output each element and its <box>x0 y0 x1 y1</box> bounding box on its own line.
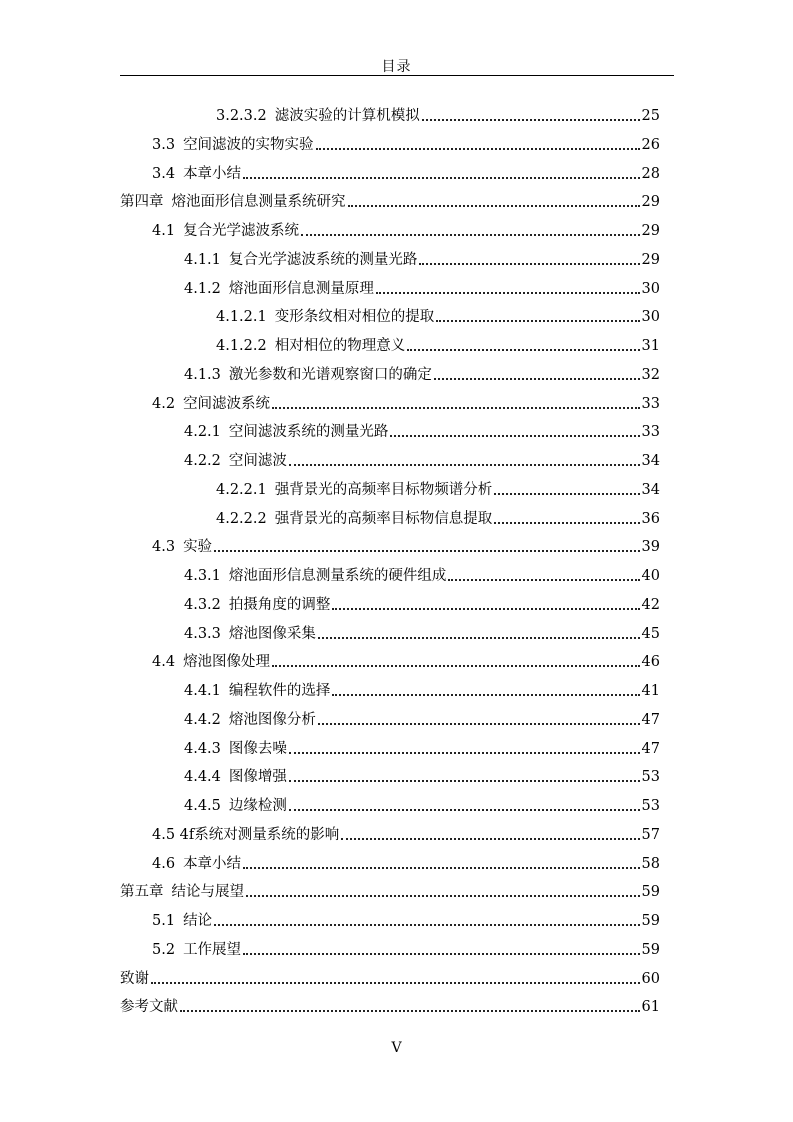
toc-entry-page: 47 <box>641 711 660 728</box>
toc-entry-number: 4.3.3 <box>184 625 221 642</box>
toc-entry-page: 28 <box>641 165 660 182</box>
toc-entry-title: 强背景光的高频率目标物频谱分析 <box>274 481 493 498</box>
toc-entry-number: 5.1 <box>152 913 176 929</box>
toc-entry[interactable] <box>152 218 660 240</box>
toc-entry-number: 3.4 <box>152 165 176 182</box>
toc-dot-leader <box>436 319 639 322</box>
toc-entry[interactable] <box>184 678 660 700</box>
toc-entry-page: 57 <box>641 826 660 843</box>
toc-dot-leader <box>301 233 639 236</box>
toc-entry[interactable] <box>216 477 660 499</box>
toc-entry[interactable] <box>152 851 660 873</box>
toc-entry-page: 33 <box>641 395 660 412</box>
toc-entry-number: 4.3.1 <box>184 568 221 584</box>
toc-entry-page: 45 <box>641 625 660 642</box>
toc-entry-page: 26 <box>641 136 660 153</box>
toc-entry-page: 42 <box>641 596 660 613</box>
toc-entry-page: 31 <box>641 338 660 354</box>
toc-entry-title: 本章小结 <box>183 165 242 182</box>
toc-entry-page: 41 <box>641 683 660 699</box>
toc-entry-number: 5.2 <box>152 941 176 958</box>
toc-dot-leader <box>390 434 639 437</box>
toc-entry-title: 空间滤波系统的测量光路 <box>228 424 389 441</box>
toc-dot-leader <box>332 607 639 610</box>
toc-entry-title: 本章小结 <box>183 855 242 872</box>
toc-dot-leader <box>494 492 639 495</box>
toc-entry-title: 结论与展望 <box>171 884 244 901</box>
toc-entry[interactable] <box>184 362 660 384</box>
toc-entry-title: 边缘检测 <box>228 798 287 814</box>
toc-entry-page: 46 <box>641 654 660 671</box>
toc-entry[interactable] <box>184 764 660 786</box>
toc-entry[interactable] <box>152 161 660 183</box>
toc-entry-title: 熔池面形信息测量系统的硬件组成 <box>228 568 447 584</box>
toc-entry-title: 参考文献 <box>120 999 178 1016</box>
toc-dot-leader <box>289 463 640 466</box>
toc-entry-number: 4.2.2.2 <box>216 510 267 527</box>
toc-entry-title: 致谢 <box>120 970 149 987</box>
toc-entry[interactable] <box>120 966 660 988</box>
toc-entry[interactable] <box>152 649 660 671</box>
toc-entry-page: 34 <box>641 481 660 498</box>
toc-entry-page: 29 <box>641 251 660 268</box>
toc-dot-leader <box>180 1009 640 1012</box>
toc-dot-leader <box>419 262 639 265</box>
toc-entry-number: 4.1.1 <box>184 251 221 268</box>
toc-dot-leader <box>243 176 639 179</box>
toc-entry-number: 4.4.3 <box>184 740 221 757</box>
toc-entry-title: 编程软件的选择 <box>228 683 331 699</box>
toc-entry-number: 第五章 <box>120 884 164 901</box>
toc-dot-leader <box>246 894 640 897</box>
toc-entry[interactable] <box>184 247 660 269</box>
toc-entry-title: 滤波实验的计算机模拟 <box>274 108 420 124</box>
toc-dot-leader <box>214 923 639 926</box>
toc-entry[interactable] <box>216 304 660 326</box>
toc-entry-number: 4.6 <box>152 855 176 872</box>
toc-dot-leader <box>243 952 639 955</box>
toc-dot-leader <box>289 779 640 782</box>
toc-entry-page: 53 <box>641 769 660 786</box>
toc-entry[interactable] <box>152 908 660 930</box>
toc-entry-title: 激光参数和光谱观察窗口的确定 <box>228 366 432 383</box>
toc-entry[interactable] <box>184 621 660 643</box>
toc-entry-number: 4.4.5 <box>184 798 221 814</box>
toc-entry-title: 相对相位的物理意义 <box>274 338 406 354</box>
toc-entry[interactable] <box>216 103 660 125</box>
toc-entry-page: 59 <box>641 913 660 929</box>
toc-dot-leader <box>243 866 639 869</box>
toc-entry-title: 复合光学滤波系统 <box>183 223 300 239</box>
toc-dot-leader <box>151 981 640 984</box>
toc-dot-leader <box>272 664 639 667</box>
toc-dot-leader <box>318 722 640 725</box>
toc-entry-number: 4.3 <box>152 539 176 556</box>
toc-entry-number: 4.2.2.1 <box>216 481 267 498</box>
toc-entry-title: 空间滤波系统 <box>183 395 271 412</box>
toc-entry-title: 熔池图像采集 <box>228 625 316 642</box>
toc-entry-number: 4.5 4f <box>152 826 195 843</box>
toc-entry-page: 29 <box>641 194 660 211</box>
toc-entry-title: 工作展望 <box>183 941 242 958</box>
toc-entry-number: 第四章 <box>120 194 164 211</box>
toc-entry-number: 4.4.2 <box>184 711 221 728</box>
toc-entry-title: 拍摄角度的调整 <box>228 596 331 613</box>
toc-entry-title: 熔池面形信息测量原理 <box>228 280 374 297</box>
toc-entry-number: 4.4.1 <box>184 683 221 699</box>
toc-entry-page: 40 <box>641 568 660 584</box>
toc-dot-leader <box>407 348 639 351</box>
toc-entry-page: 30 <box>641 280 660 297</box>
toc-entry-title: 熔池图像分析 <box>228 711 316 728</box>
toc-entry-title: 空间滤波 <box>228 453 287 469</box>
toc-entry[interactable] <box>152 822 660 844</box>
toc-entry-title: 强背景光的高频率目标物信息提取 <box>274 510 493 527</box>
toc-entry-title: 系统对测量系统的影响 <box>194 826 340 843</box>
toc-entry-page: 58 <box>641 855 660 872</box>
toc-dot-leader <box>318 636 640 639</box>
toc-entry-page: 30 <box>641 309 660 326</box>
toc-entry-number: 4.4.4 <box>184 769 221 786</box>
toc-entry[interactable] <box>184 419 660 441</box>
toc-entry-number: 4.1.2 <box>184 280 221 297</box>
toc-dot-leader <box>316 147 640 150</box>
toc-entry[interactable] <box>216 333 660 355</box>
toc-entry[interactable] <box>152 391 660 413</box>
toc-entry-page: 34 <box>641 453 660 469</box>
toc-entry-title: 实验 <box>183 539 213 556</box>
toc-entry-page: 47 <box>641 740 660 757</box>
toc-dot-leader <box>341 837 639 840</box>
toc-entry[interactable] <box>120 994 660 1016</box>
toc-dot-leader <box>422 118 640 121</box>
toc-entry-title: 复合光学滤波系统的测量光路 <box>228 251 418 268</box>
toc-entry[interactable] <box>184 736 660 758</box>
toc-dot-leader <box>214 549 639 552</box>
toc-entry[interactable] <box>184 448 660 470</box>
toc-entry-number: 4.3.2 <box>184 596 221 613</box>
toc-entry-page: 39 <box>641 539 660 556</box>
toc-entry-number: 4.2 <box>152 395 176 412</box>
toc-entry-title: 图像去噪 <box>228 740 287 757</box>
toc-entry[interactable] <box>216 506 660 528</box>
toc-dot-leader <box>494 521 639 524</box>
toc-dot-leader <box>434 377 640 380</box>
toc-entry[interactable] <box>120 189 660 211</box>
toc-entry[interactable] <box>120 879 660 901</box>
page-header-title: 目录 <box>381 59 412 75</box>
toc-entry-number: 4.1.2.2 <box>216 338 267 354</box>
toc-dot-leader <box>448 578 639 581</box>
toc-entry-title: 空间滤波的实物实验 <box>183 136 314 153</box>
toc-dot-leader <box>376 291 640 294</box>
toc-entry-page: 60 <box>641 970 660 987</box>
toc-entry-page: 53 <box>641 798 660 814</box>
toc-entry[interactable] <box>184 563 660 585</box>
toc-entry-page: 61 <box>641 999 660 1016</box>
toc-entry-number: 4.1.3 <box>184 366 221 383</box>
toc-entry-number: 3.2.3.2 <box>216 108 267 124</box>
toc-entry-page: 29 <box>641 223 660 239</box>
toc-entry-page: 59 <box>641 884 660 901</box>
toc-entry-number: 4.1 <box>152 223 176 239</box>
toc-entry-page: 32 <box>641 366 660 383</box>
toc-entry[interactable] <box>184 707 660 729</box>
toc-entry-title: 变形条纹相对相位的提取 <box>274 309 435 326</box>
toc-entry-title: 熔池面形信息测量系统研究 <box>171 194 346 211</box>
toc-dot-leader <box>348 204 640 207</box>
toc-entry[interactable] <box>152 937 660 959</box>
toc-entry[interactable] <box>184 592 660 614</box>
toc-entry-page: 25 <box>641 108 660 124</box>
toc-dot-leader <box>332 693 639 696</box>
toc-dot-leader <box>289 808 640 811</box>
toc-entry-title: 结论 <box>183 913 213 929</box>
toc-entry[interactable] <box>152 534 660 556</box>
toc-entry[interactable] <box>184 276 660 298</box>
toc-entry-number: 3.3 <box>152 136 176 153</box>
toc-entry-number: 4.2.2 <box>184 453 221 469</box>
page-number: V <box>391 1040 402 1056</box>
toc-entry-title: 熔池图像处理 <box>183 654 271 671</box>
toc-entry-page: 36 <box>641 510 660 527</box>
toc-entry-page: 33 <box>641 424 660 441</box>
toc-entry-number: 4.2.1 <box>184 424 221 441</box>
toc-dot-leader <box>272 406 639 409</box>
toc-entry-page: 59 <box>641 941 660 958</box>
toc-entry-number: 4.1.2.1 <box>216 309 267 326</box>
toc-entry-title: 图像增强 <box>228 769 287 786</box>
toc-entry[interactable] <box>152 132 660 154</box>
toc-entry[interactable] <box>184 793 660 815</box>
toc-entry-number: 4.4 <box>152 654 176 671</box>
toc-dot-leader <box>289 751 640 754</box>
